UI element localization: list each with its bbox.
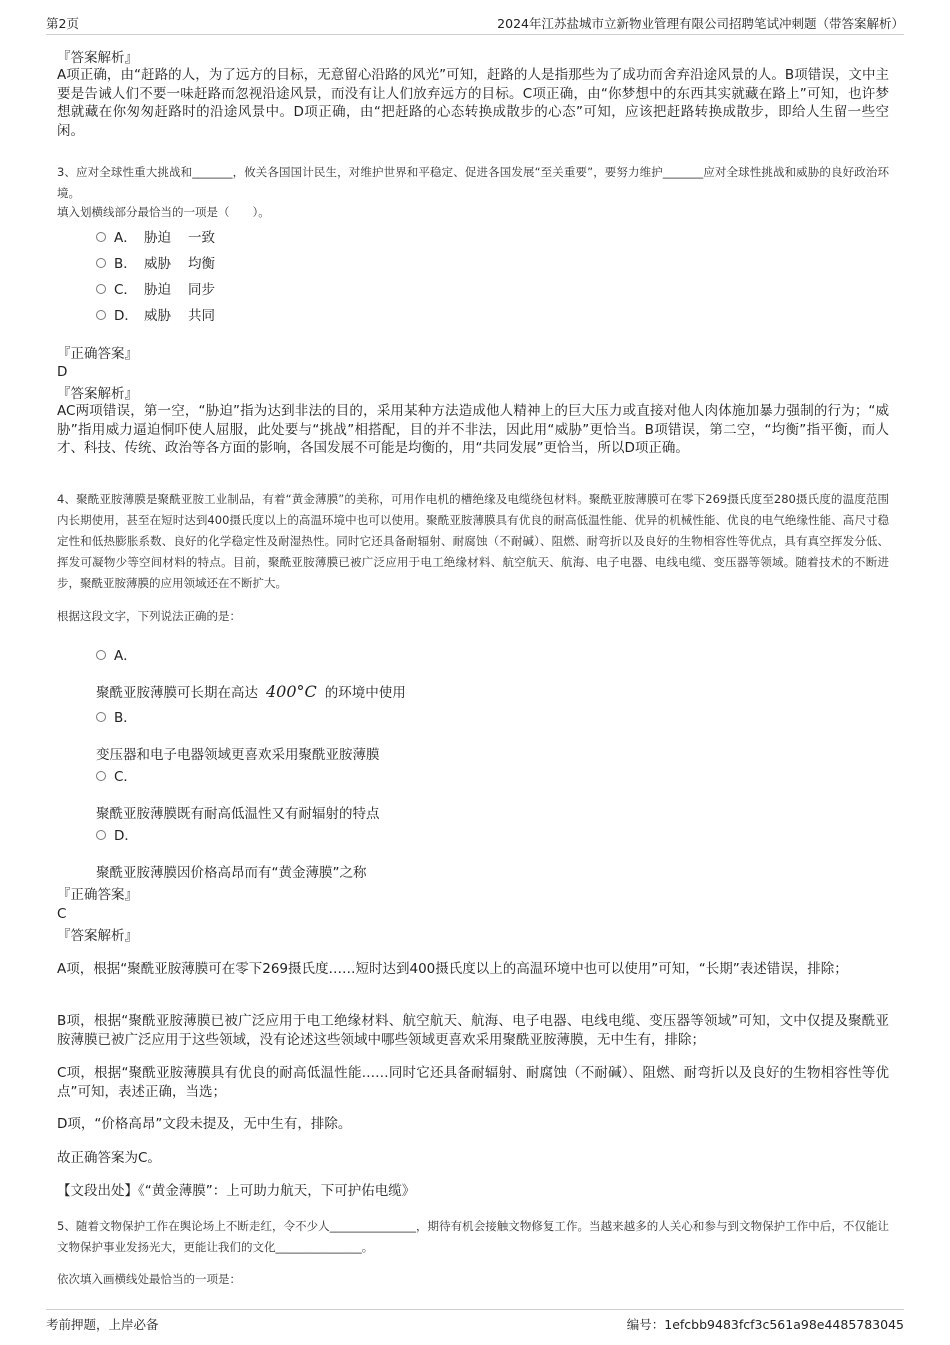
q2-analysis-label: 『答案解析』 <box>57 50 138 66</box>
radio-icon[interactable] <box>96 232 106 242</box>
q3-option-b[interactable]: B． 威胁 均衡 <box>96 252 215 272</box>
radio-icon[interactable] <box>96 712 106 722</box>
q3-stem: 3、应对全球性重大挑战和_______，攸关各国国计民生，对维护世界和平稳定、促进各国发展“至关重要”，要努力维护_______应对全球性挑战和威胁的良好政治环境。 <box>57 165 889 200</box>
q4-analysis-conclusion: 故正确答案为C。 <box>57 1150 161 1166</box>
footer-slogan: 考前押题，上岸必备 <box>46 1317 159 1332</box>
q3-option-a[interactable]: A． 胁迫 一致 <box>96 226 215 246</box>
q4-option-d[interactable]: D． <box>96 824 138 844</box>
q4-option-c[interactable]: C． <box>96 765 137 785</box>
q4-stem: 4、聚酰亚胺薄膜是聚酰亚胺工业制品，有着“黄金薄膜”的美称，可用作电机的槽绝缘及电缆绕包材料。聚酰亚胺薄膜可在零下269摄氏度至280摄氏度的温度范围内长期使用，甚至在短时达到400摄氏度以上的高温环境中也可以使用。聚酰亚胺薄膜具有优良的耐高低温性能、优异的机械性能、优良的电气绝缘性能、高尺寸稳定性和低热膨胀系数、良好的化学稳定性及耐湿热性。同时它还具备耐辐射、耐腐蚀（不耐碱）、阻燃、耐弯折以及良好的生物相容性等优点，具有真空挥发分低、挥发可凝物少等空间材料的特点。目前，聚酰亚胺薄膜已被广泛应用于电工绝缘材料、航空航天、航海、电子电器、电线电缆、变压器等领域。随着技术的不断进步，聚酰亚胺薄膜的应用领域还在不断扩大。 <box>57 492 889 590</box>
q4-option-b-text: 变压器和电子电器领域更喜欢采用聚酰亚胺薄膜 <box>96 747 380 763</box>
radio-icon[interactable] <box>96 310 106 320</box>
page-header <box>46 12 904 35</box>
page-number: 第2页 <box>46 16 79 31</box>
q4-option-d-text: 聚酰亚胺薄膜因价格高昂而有“黄金薄膜”之称 <box>96 865 367 881</box>
q4-analysis-para-d: D项，“价格高昂”文段未提及，无中生有，排除。 <box>57 1116 352 1132</box>
radio-icon[interactable] <box>96 830 106 840</box>
q4-option-a-text: 聚酰亚胺薄膜可长期在高达 400°C 的环境中使用 <box>96 682 406 701</box>
q3-analysis-label: 『答案解析』 <box>57 386 138 402</box>
q4-analysis-para-b: B项，根据“聚酰亚胺薄膜已被广泛应用于电工绝缘材料、航空航天、航海、电子电器、电线电缆、变压器等领域”可知，文中仅提及聚酰亚胺薄膜已被广泛应用于这些领域，没有论述这些领域中哪些领域更喜欢采用聚酰亚胺薄膜，无中生有，排除； <box>57 1013 889 1048</box>
q4-analysis-para-c: C项，根据“聚酰亚胺薄膜具有优良的耐高低温性能……同时它还具备耐辐射、耐腐蚀（不耐碱）、阻燃、耐弯折以及良好的生物相容性等优点”可知，表述正确，当选； <box>57 1065 889 1100</box>
radio-icon[interactable] <box>96 650 106 660</box>
q3-option-d[interactable]: D． 威胁 共同 <box>96 304 215 324</box>
q4-source: 【文段出处】《“黄金薄膜”：上可助力航天，下可护佑电缆》 <box>57 1183 416 1199</box>
page-footer <box>46 1309 904 1336</box>
q4-analysis-label: 『答案解析』 <box>57 928 138 944</box>
radio-icon[interactable] <box>96 258 106 268</box>
temperature-formula: 400°C <box>266 682 317 701</box>
radio-icon[interactable] <box>96 284 106 294</box>
q4-option-b[interactable]: B． <box>96 706 137 726</box>
q3-answer: D <box>57 364 68 380</box>
document-title: 2024年江苏盐城市立新物业管理有限公司招聘笔试冲刺题（带答案解析） <box>497 16 904 31</box>
q4-option-c-text: 聚酰亚胺薄膜既有耐高低温性又有耐辐射的特点 <box>96 806 380 822</box>
q4-option-a[interactable]: A． <box>96 644 137 664</box>
q4-answer-label: 『正确答案』 <box>57 887 138 903</box>
q3-analysis-text: AC两项错误，第一空，“胁迫”指为达到非法的目的，采用某种方法造成他人精神上的巨大压力或直接对他人肉体施加暴力强制的行为；“威胁”指用威力逼迫恫吓使人屈服，此处要与“挑战”相搭配，目的并不非法，因此用“威胁”更恰当。B项错误，第二空，“均衡”指平衡，而人才、科技、传统、政治等各方面的影响，各国发展不可能是均衡的，用“共同发展”更恰当，所以D项正确。 <box>57 403 889 456</box>
q3-prompt: 填入划横线部分最恰当的一项是（ ）。 <box>57 205 270 219</box>
q3-answer-label: 『正确答案』 <box>57 346 138 362</box>
radio-icon[interactable] <box>96 771 106 781</box>
q3-option-c[interactable]: C． 胁迫 同步 <box>96 278 215 298</box>
document-id: 编号：1efcbb9483fcf3c561a98e4485783045 <box>626 1317 904 1332</box>
q5-stem: 5、随着文物保护工作在舆论场上不断走红，令不少人_______________，期待有机会接触文物修复工作。当越来越多的人关心和参与到文物保护工作中后，不仅能让文物保护事业发扬光大，更能让我们的文化_______________。 <box>57 1219 889 1254</box>
q2-analysis-text: A项正确，由“赶路的人，为了远方的目标，无意留心沿路的风光”可知，赶路的人是指那些为了成功而舍弃沿途风景的人。B项错误，文中主要是告诫人们不要一味赶路而忽视沿途风景，而没有让人们放弃远方的目标。C项正确，由“你梦想中的东西其实就藏在路上”可知，也许梦想就藏在你匆匆赶路时的沿途风景中。D项正确，由“把赶路的心态转换成散步的心态”可知，应该把赶路转换成散步，即给人生留一些空闲。 <box>57 67 889 139</box>
q4-answer: C <box>57 906 67 922</box>
q4-prompt: 根据这段文字，下列说法正确的是： <box>57 609 241 623</box>
q4-analysis-para-a: A项，根据“聚酰亚胺薄膜可在零下269摄氏度……短时达到400摄氏度以上的高温环境中也可以使用”可知，“长期”表述错误，排除； <box>57 961 848 977</box>
q5-prompt: 依次填入画横线处最恰当的一项是： <box>57 1272 241 1286</box>
